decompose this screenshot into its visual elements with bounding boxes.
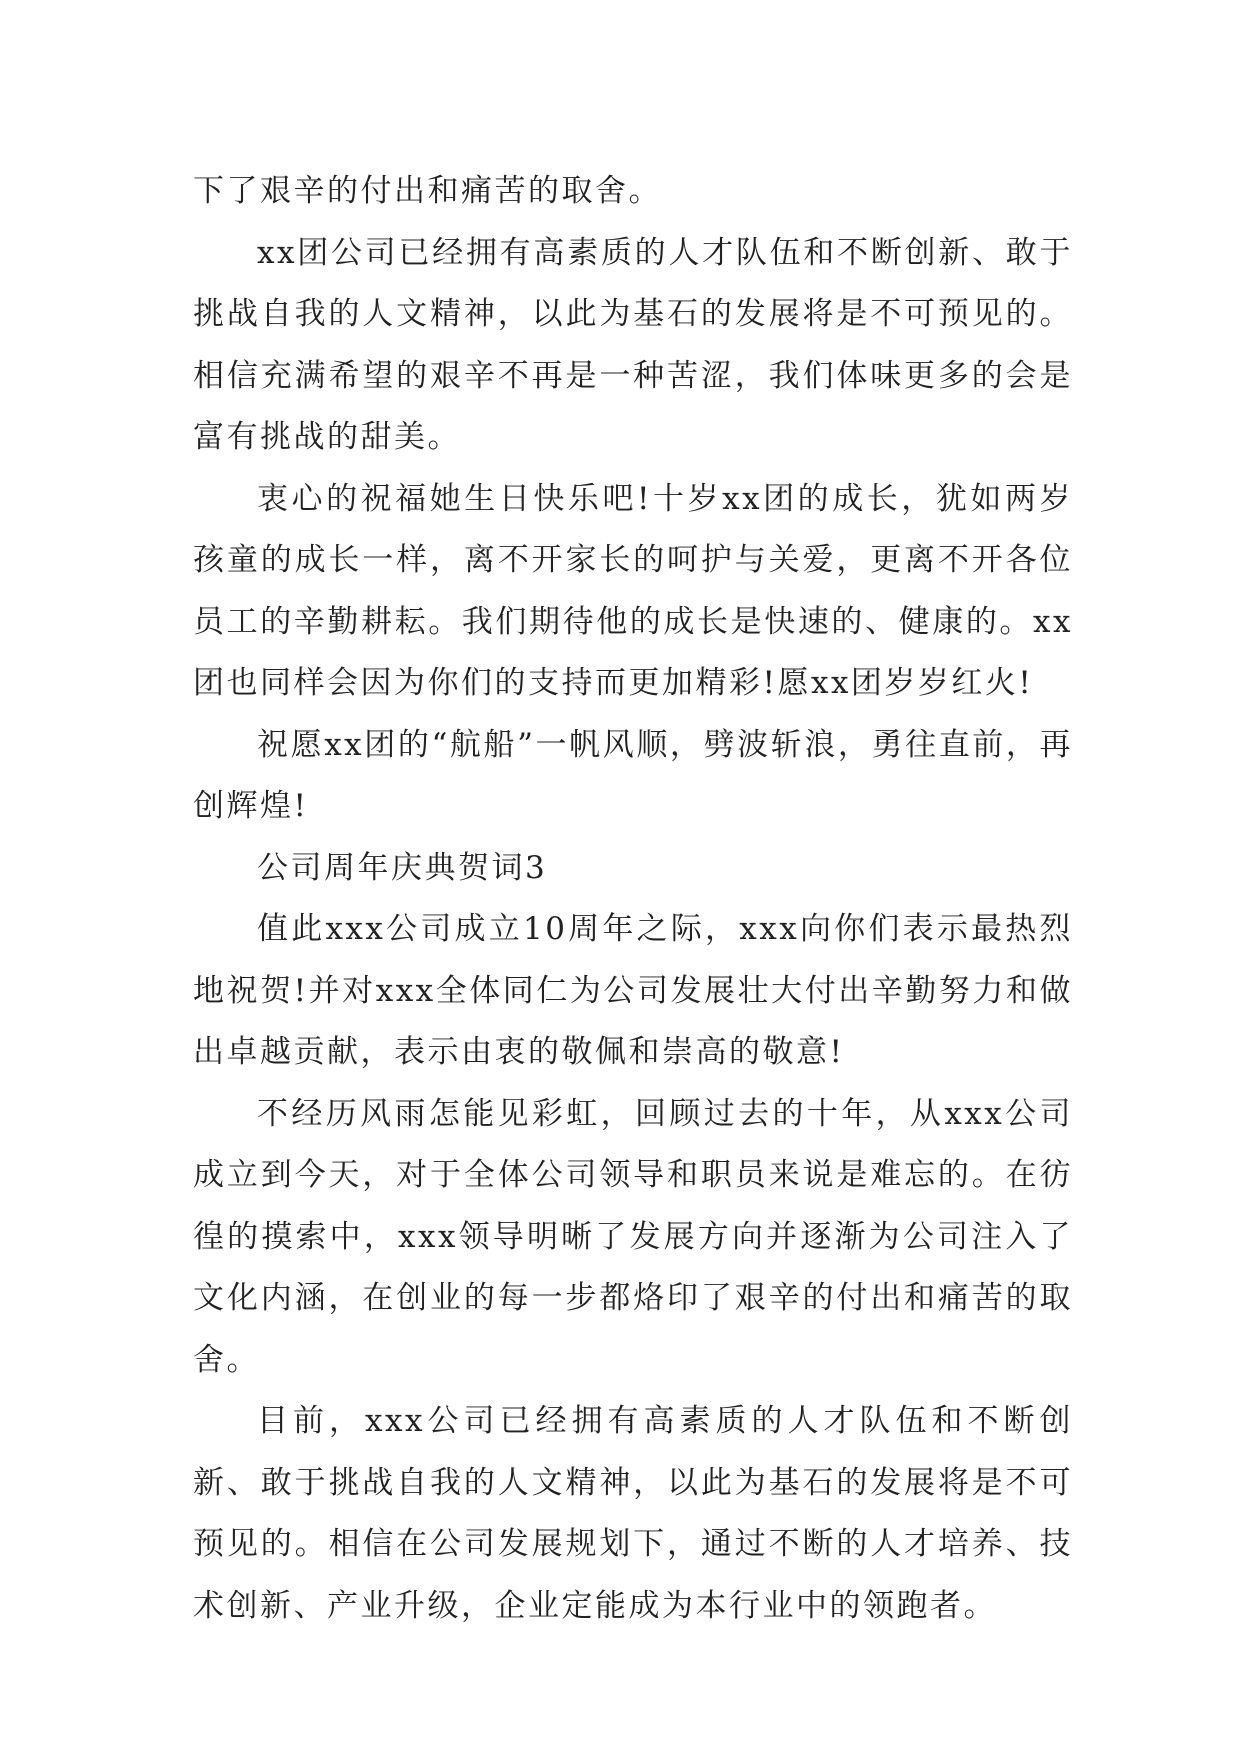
section-heading: 公司周年庆典贺词3 bbox=[257, 849, 548, 886]
paragraph-future-outlook: 目前，xxx公司已经拥有高素质的人才队伍和不断创新、敢于挑战自我的人文精神，以此为基石的发展将是不可预见的。相信在公司发展规划下，通过不断的人才培养、技术创新、产业升级，企业定能成为本行业中的领跑者。 bbox=[193, 1403, 1073, 1624]
paragraph-continuation: 下了艰辛的付出和痛苦的取舍。 bbox=[193, 173, 662, 209]
paragraph-ten-years-review: 不经历风雨怎能见彩虹，回顾过去的十年，从xxx公司成立到今天，对于全体公司领导和职员来说是难忘的。在彷徨的摸索中，xxx领导明晰了发展方向并逐渐为公司注入了文化内涵，在创业的每一步都烙印了艰辛的付出和痛苦的取舍。 bbox=[193, 1095, 1073, 1378]
paragraph-company-talent: xx团公司已经拥有高素质的人才队伍和不断创新、敢于挑战自我的人文精神，以此为基石的发展将是不可预见的。相信充满希望的艰辛不再是一种苦涩，我们体味更多的会是富有挑战的甜美。 bbox=[193, 234, 1073, 455]
paragraph-anniversary-congrats: 值此xxx公司成立10周年之际，xxx向你们表示最热烈地祝贺!并对xxx全体同仁为公司发展壮大付出辛勤努力和做出卓越贡献，表示由衷的敬佩和崇高的敬意! bbox=[193, 911, 1073, 1070]
paragraph-voyage-wishes: 祝愿xx团的“航船”一帆风顺，劈波斩浪，勇往直前，再创辉煌! bbox=[193, 726, 1073, 824]
document-body bbox=[193, 161, 1073, 1637]
paragraph-birthday-wishes: 衷心的祝福她生日快乐吧!十岁xx团的成长，犹如两岁孩童的成长一样，离不开家长的呵护与关爱，更离不开各位员工的辛勤耕耘。我们期待他的成长是快速的、健康的。xx团也同样会因为你们的支持而更加精彩!愿xx团岁岁红火! bbox=[193, 480, 1073, 701]
